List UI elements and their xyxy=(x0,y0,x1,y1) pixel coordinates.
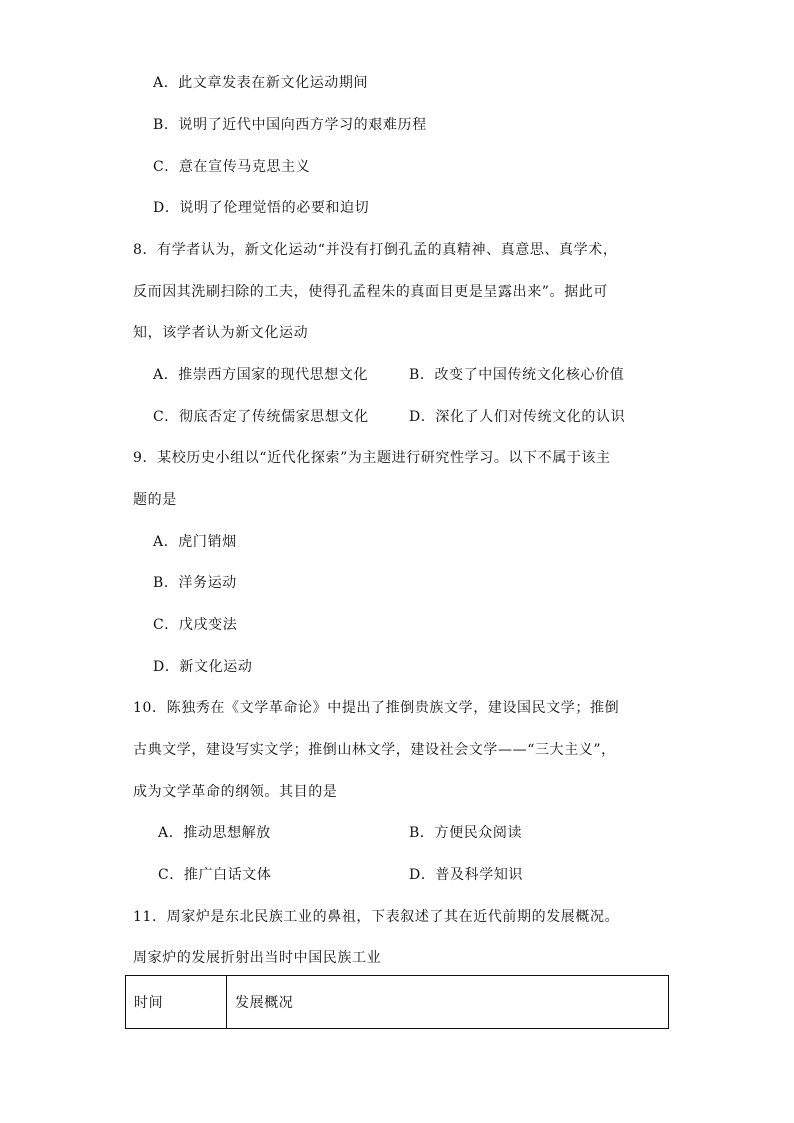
q9-option-c: C．戊戌变法 xyxy=(153,617,238,633)
q10-stem-line-1: 10．陈独秀在《文学革命论》中提出了推倒贵族文学，建设国民文学；推倒 xyxy=(133,700,620,716)
q10-option-b: B．方便民众阅读 xyxy=(409,825,523,841)
q8-option-c: C．彻底否定了传统儒家思想文化 xyxy=(153,409,369,425)
table-header-time: 时间 xyxy=(126,976,227,1029)
q8-option-b: B．改变了中国传统文化核心价值 xyxy=(409,367,625,383)
q8-option-a: A．推崇西方国家的现代思想文化 xyxy=(153,367,369,383)
q9-stem-line-1: 9．某校历史小组以“近代化探索”为主题进行研究性学习。以下不属于该主 xyxy=(133,450,611,466)
q7-option-c: C．意在宣传马克思主义 xyxy=(153,159,311,175)
q9-option-b: B．洋务运动 xyxy=(153,575,237,591)
q10-option-a: A．推动思想解放 xyxy=(158,825,271,841)
q11-development-table xyxy=(125,975,669,1029)
q7-option-a: A．此文章发表在新文化运动期间 xyxy=(153,75,369,91)
q10-option-c: C．推广白话文体 xyxy=(158,867,272,883)
q7-option-b: B．说明了近代中国向西方学习的艰难历程 xyxy=(153,117,427,133)
q11-stem-line-2: 周家炉的发展折射出当时中国民族工业 xyxy=(133,950,382,966)
q9-option-d: D．新文化运动 xyxy=(153,659,253,675)
q8-stem-line-2: 反而因其洗刷扫除的工夫，使得孔孟程朱的真面目更是呈露出来”。据此可 xyxy=(133,284,608,300)
table-header-overview: 发展概况 xyxy=(227,976,669,1029)
q8-option-d: D．深化了人们对传统文化的认识 xyxy=(409,409,626,425)
q9-stem-line-2: 题的是 xyxy=(133,492,177,508)
table-header-row xyxy=(126,976,669,1029)
q7-option-d: D．说明了伦理觉悟的必要和迫切 xyxy=(153,200,370,216)
q8-stem-line-1: 8．有学者认为，新文化运动“并没有打倒孔孟的真精神、真意思、真学术， xyxy=(133,242,618,258)
q9-option-a: A．虎门销烟 xyxy=(153,534,237,550)
q11-stem-line-1: 11．周家炉是东北民族工业的鼻祖，下表叙述了其在近代前期的发展概况。 xyxy=(133,909,620,925)
q10-option-d: D．普及科学知识 xyxy=(409,867,524,883)
q10-stem-line-3: 成为文学革命的纲领。其目的是 xyxy=(133,784,338,800)
q8-stem-line-3: 知，该学者认为新文化运动 xyxy=(133,325,309,341)
q10-stem-line-2: 古典文学，建设写实文学；推倒山林文学，建设社会文学——“三大主义”， xyxy=(133,742,616,758)
